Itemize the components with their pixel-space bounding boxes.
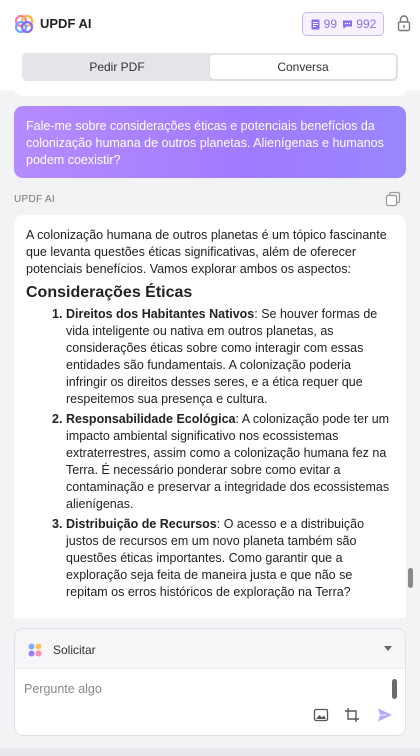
crop-icon[interactable] bbox=[344, 707, 360, 723]
chat-credits-value: 992 bbox=[356, 17, 377, 31]
ai-sender-label: UPDF AI bbox=[14, 194, 55, 205]
ai-message bbox=[14, 215, 406, 618]
updf-logo-icon bbox=[14, 14, 34, 34]
list-item-title: Responsabilidade Ecológica bbox=[66, 412, 236, 426]
list-item-number: 1. bbox=[52, 307, 63, 321]
app-title: UPDF AI bbox=[40, 16, 92, 31]
prompt-input[interactable] bbox=[24, 677, 394, 701]
list-item bbox=[52, 306, 394, 408]
copy-icon[interactable] bbox=[385, 191, 401, 207]
input-scrollbar[interactable] bbox=[392, 679, 397, 699]
list-item-number: 3. bbox=[52, 517, 63, 531]
composer bbox=[14, 628, 406, 736]
list-item-text: : O acesso e a distribuição justos de recursos em um novo planeta também são questões éticas importantes. Como garantir que a exploração seja feita de maneira justa e que não se repitam os erros históricos de exploração na Terra? bbox=[66, 517, 365, 599]
list-item-number: 2. bbox=[52, 412, 63, 426]
chat-area[interactable] bbox=[0, 90, 420, 618]
pdf-credits bbox=[310, 17, 337, 31]
tab-ask-pdf[interactable] bbox=[24, 55, 210, 79]
chat-credits bbox=[342, 17, 376, 31]
image-icon[interactable] bbox=[313, 707, 329, 723]
list-item-text: : Se houver formas de vida inteligente ou nativa em outros planetas, as considerações éticas sobre como interagir com essas entidades são fundamentais. A colonização poderia infringir os direitos desses seres, e a ética requer que respeitemos sua presença e cultura. bbox=[66, 307, 378, 406]
bottom-edge bbox=[0, 748, 420, 756]
user-message-text: Fale-me sobre considerações éticas e potenciais benefícios da colonização humana de outros planetas. Alienígenas e humanos podem coexistir? bbox=[26, 119, 384, 167]
ai-intro-text: A colonização humana de outros planetas é um tópico fascinante que levanta questões éticas significativas, além de oferecer potenciais benefícios. Vamos explorar ambos os aspectos: bbox=[26, 228, 387, 276]
list-item-text: : A colonização pode ter um impacto ambiental significativo nos ecossistemas extraterrestres, assim como a colonização humana fez na Terra. É necessário ponderar sobre como evitar a contaminação e preservar a integridade dos ecossistemas alienígenas. bbox=[66, 412, 390, 511]
list-item bbox=[52, 516, 394, 601]
tab-bar bbox=[0, 48, 420, 90]
chat-scrollbar[interactable] bbox=[408, 568, 413, 588]
tab-switcher bbox=[22, 53, 398, 81]
mode-selector[interactable] bbox=[15, 629, 405, 669]
list-item-title: Direitos dos Habitantes Nativos bbox=[66, 307, 255, 321]
list-item-title: Distribuição de Recursos bbox=[66, 517, 217, 531]
pdf-credits-value: 99 bbox=[323, 17, 337, 31]
mode-label: Solicitar bbox=[53, 643, 96, 657]
chat-icon bbox=[342, 19, 353, 30]
tab-chat[interactable] bbox=[210, 55, 396, 79]
app-header bbox=[0, 0, 420, 48]
ai-list bbox=[26, 306, 394, 601]
chevron-down-icon bbox=[384, 646, 392, 652]
user-message bbox=[14, 106, 406, 178]
document-icon bbox=[310, 19, 321, 30]
lock-icon[interactable] bbox=[396, 14, 412, 32]
tab-ask-pdf-label: Pedir PDF bbox=[89, 60, 145, 74]
previous-message-card bbox=[14, 90, 406, 96]
tab-chat-label: Conversa bbox=[277, 60, 329, 74]
credits-badge[interactable] bbox=[302, 12, 384, 36]
list-item bbox=[52, 411, 394, 513]
ai-section-heading: Considerações Éticas bbox=[26, 284, 193, 301]
prompt-mode-icon bbox=[27, 642, 43, 658]
send-icon[interactable] bbox=[377, 707, 393, 723]
